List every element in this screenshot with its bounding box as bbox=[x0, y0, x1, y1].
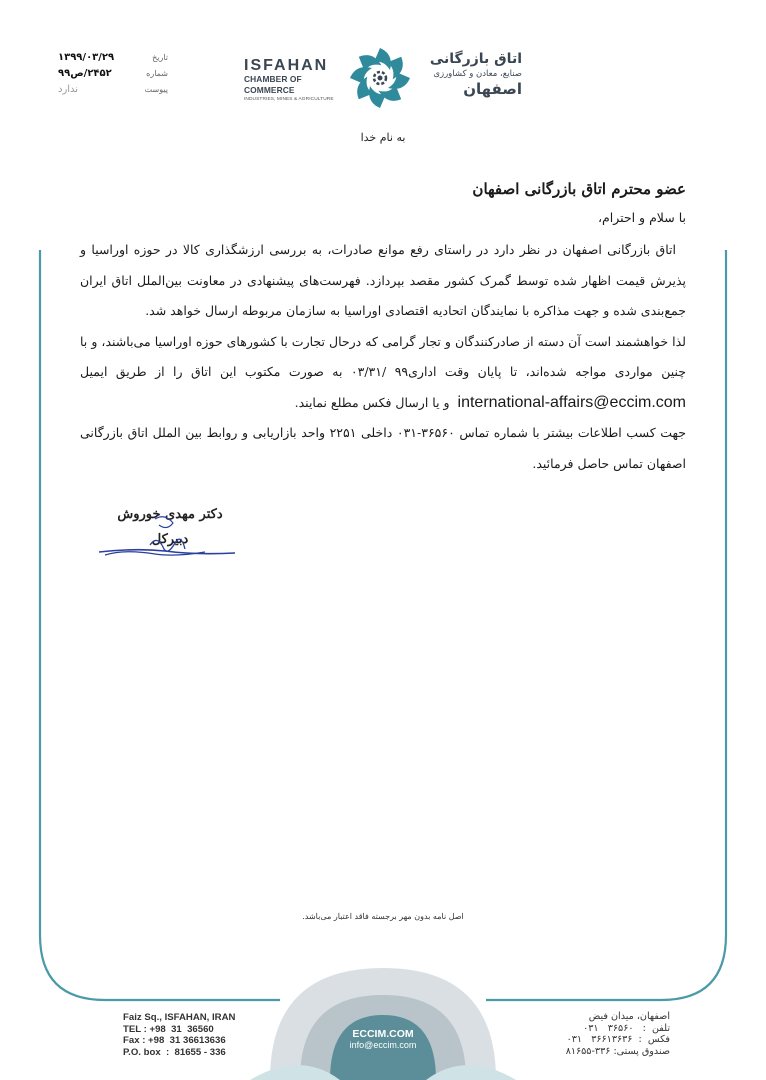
number-label: شماره bbox=[146, 69, 168, 78]
chamber-logo-icon bbox=[347, 45, 413, 111]
paragraph-3: جهت کسب اطلاعات بیشتر با شماره تماس ۳۶۵۶۰-۰۳۱ داخلی ۲۲۵۱ واحد بازاریابی و روابط بین الملل اتاق بازرگانی اصفهان تماس حاصل فرمائید. bbox=[80, 425, 687, 471]
greeting: با سلام و احترام، bbox=[597, 210, 686, 225]
salutation: عضو محترم اتاق بازرگانی اصفهان bbox=[472, 180, 686, 198]
paragraph-2-text: لذا خواهشمند است آن دسته از صادرکنندگان و تجار گرامی که درحال تجارت با کشورهای حوزه اوراسیا می‌باشند، و با چنین مواردی مواجه شده‌اند، تا پایان وقت اداری۹۹ /۰۳/۳۱ به صورت مکتوب این اتاق را از طریق ایمیل bbox=[80, 333, 687, 379]
letter-body bbox=[80, 235, 686, 479]
footer-address-en: Faiz Sq., ISFAHAN, IRAN TEL : +98 31 36560 Fax : +98 31 36613636 P.O. box : 81655 - 336 bbox=[123, 1012, 236, 1058]
date-value: ۱۳۹۹/۰۳/۲۹ bbox=[58, 52, 115, 63]
logo-en-line2: CHAMBER OF COMMERCE bbox=[244, 74, 302, 95]
paragraph-1: اتاق بازرگانی اصفهان در نظر دارد در راستای رفع موانع صادرات، به بررسی ارزشگذاری کالا در حوزه اوراسیا و پذیرش قیمت اظهار شده توسط گمرک کشور مقصد بپردازد. فهرست‌های پیشنهادی در معاونت بین‌الملل اتاق ایران جمع‌بندی شده و جهت مذاکره با نمایندگان اتحادیه اقتصادی اوراسیا به سازمان مربوطه ارسال خواهد شد. bbox=[80, 242, 686, 318]
contact-email-link[interactable]: international-affairs@eccim.com bbox=[457, 393, 686, 411]
logo-en-line1: ISFAHAN bbox=[244, 57, 329, 74]
number-row bbox=[58, 68, 168, 84]
paragraph-2-tail: و یا ارسال فکس مطلع نمایند. bbox=[294, 394, 450, 410]
attachment-value: ندارد bbox=[58, 84, 79, 95]
footer-website-link[interactable]: ECCIM.COM bbox=[352, 1028, 414, 1040]
logo-persian bbox=[410, 50, 522, 98]
number-value: ۲۴۵۲/ص۹۹ bbox=[58, 68, 112, 79]
attachment-row bbox=[58, 84, 168, 100]
attachment-label: پیوست bbox=[144, 85, 168, 94]
signature-scribble bbox=[95, 505, 245, 570]
letter-meta bbox=[58, 52, 168, 100]
footer-web bbox=[330, 1029, 436, 1051]
logo-fa-line3: اصفهان bbox=[463, 80, 522, 98]
date-row bbox=[58, 52, 168, 68]
logo-fa-line1: اتاق بازرگانی bbox=[429, 51, 522, 67]
footer-email-link[interactable]: info@eccim.com bbox=[349, 1040, 417, 1050]
logo-english bbox=[244, 58, 352, 103]
logo-en-line3: INDUSTRIES, MINES & AGRICULTURE bbox=[244, 97, 334, 102]
paragraph-2 bbox=[80, 327, 686, 419]
signatory-title: دبیرکل bbox=[151, 532, 189, 547]
footer-address-fa: اصفهان، میدان فیض تلفن : ۳۶۵۶۰ ۰۳۱ فکس : ۳۶۶۱۳۶۳۶ ۰۳۱ صندوق پستی: ۳۳۶-۸۱۶۵۵ bbox=[565, 1011, 670, 1057]
signatory-name: دکتر مهدی خوروش bbox=[117, 507, 223, 522]
date-label: تاریخ bbox=[152, 53, 168, 62]
validity-footnote: اصل نامه بدون مهر برجسته فاقد اعتبار می‌باشد. bbox=[302, 912, 464, 921]
bismillah: به نام خدا bbox=[360, 131, 406, 144]
logo-fa-line2: صنایع، معادن و کشاورزی bbox=[433, 69, 522, 79]
